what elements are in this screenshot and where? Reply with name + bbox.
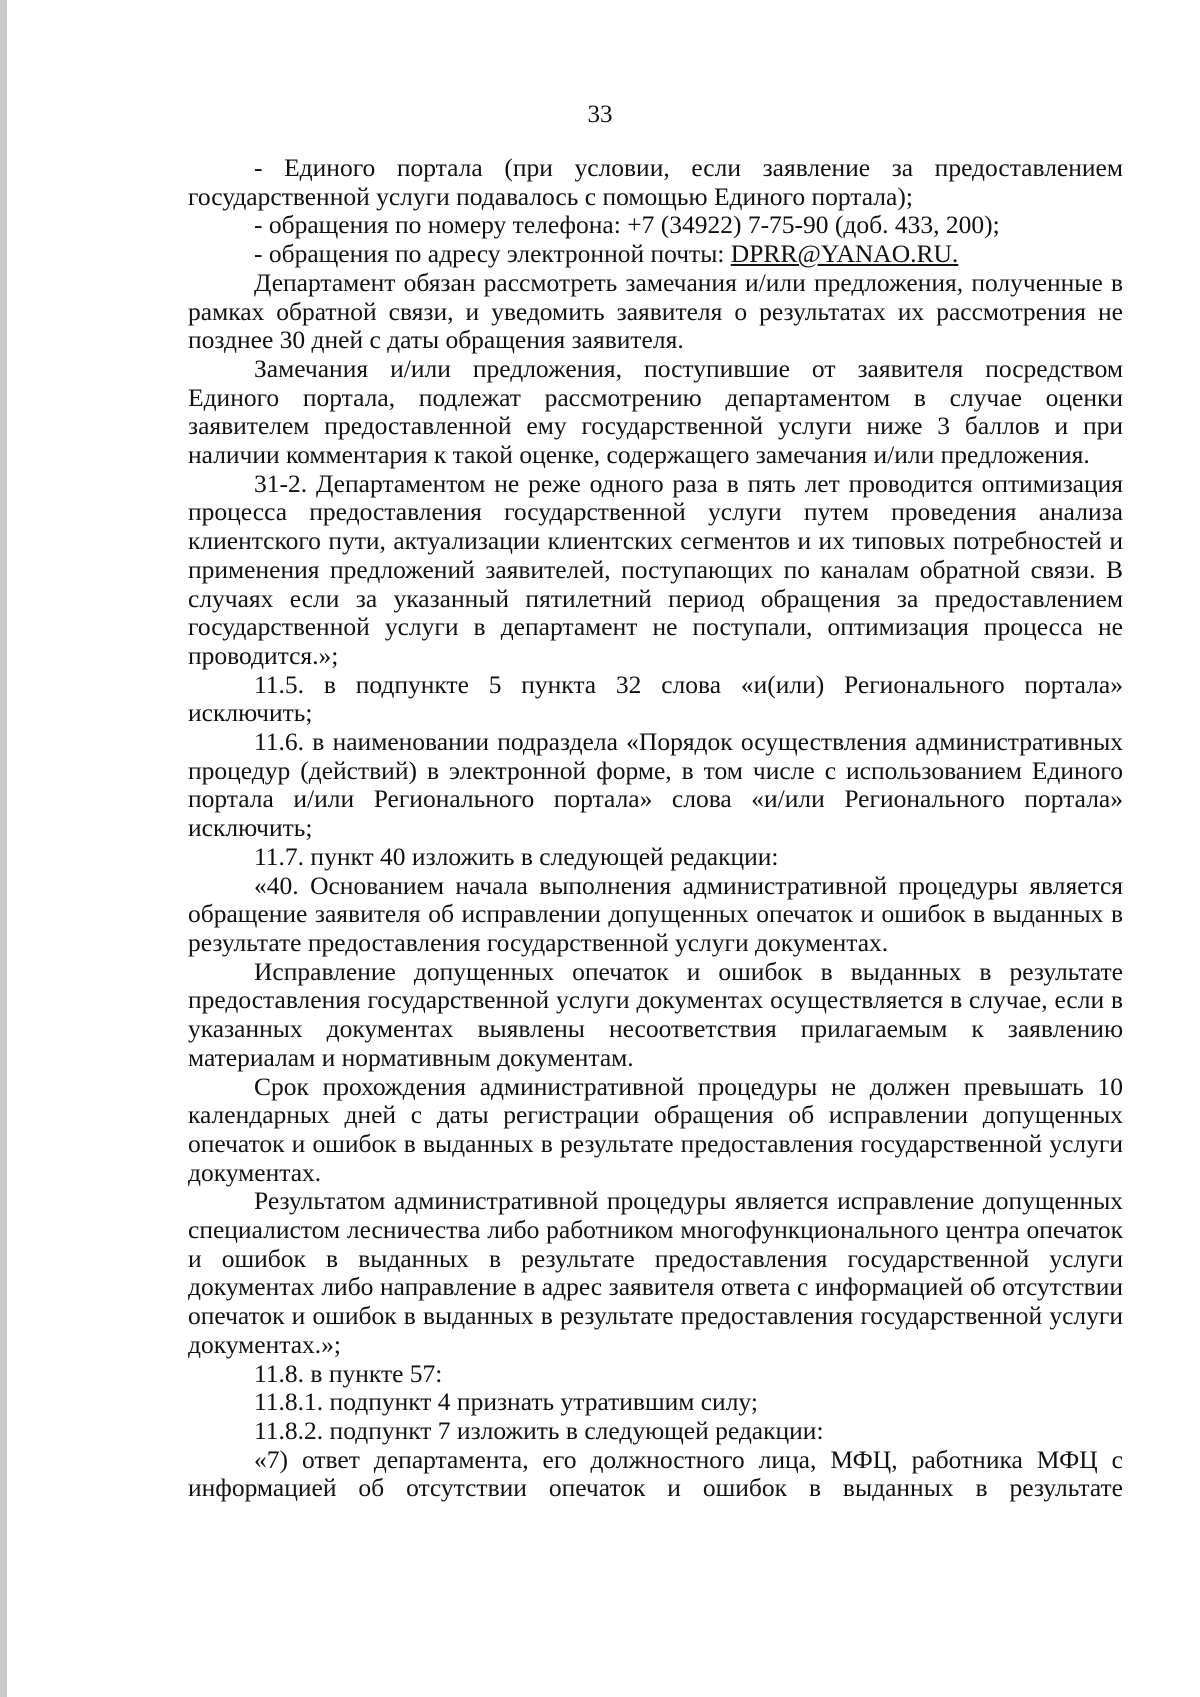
paragraph-7-answer: «7) ответ департамента, его должностного лица, МФЦ, работника МФЦ с информацией об отсутствии опечаток и ошибок в выданных в результате [188,1444,1123,1503]
document-body [188,154,1123,1503]
paragraph-11-7: 11.7. пункт 40 изложить в следующей редакции: [254,841,779,871]
email-address: DPRR@YANAO.RU. [730,239,959,269]
page-number: 33 [587,101,613,128]
paragraph-11-8-2: 11.8.2. подпункт 7 изложить в следующей редакции: [254,1415,824,1445]
paragraph-40: «40. Основанием начала выполнения административной процедуры является обращение заявителя об исправлении допущенных опечаток и ошибок в выданных в результате предоставления государственной услуги документах. [188,870,1123,957]
paragraph-department-obligation: Департамент обязан рассмотреть замечания и/или предложения, полученные в рамках обратной связи, и уведомить заявителя о результатах их рассмотрения не позднее 30 дней с даты обращения заявителя. [188,267,1123,355]
paragraph-11-8-1: 11.8.1. подпункт 4 признать утратившим силу; [254,1387,758,1417]
paragraph-remarks: Замечания и/или предложения, поступившие от заявителя посредством Единого портала, подлежат рассмотрению департаментом в случае оценки заявителем предоставленной ему государственной услуги ниже 3 баллов и при наличии комментария к такой оценке, содержащего замечания и/или предложения. [188,353,1123,470]
paragraph-11-8: 11.8. в пункте 57: [254,1358,443,1388]
paragraph-result: Результатом административной процедуры является исправление допущенных специалистом лесничества либо работником многофункционального центра опечаток и ошибок в выданных в результате предоставления государственной услуги документах либо направление в адрес заявителя ответа с информацией об отсутствии опечаток и ошибок в выданных в результате предоставления государственной услуги документах.»; [188,1186,1123,1359]
paragraph-11-6: 11.6. в наименовании подраздела «Порядок осуществления административных процедур (действий) в электронной форме, в том числе с использованием Единого портала и/или Регионального портала» слова «и/или Регионального портала» исключить; [188,727,1123,843]
paragraph-email [188,240,1123,269]
paragraph-corrections: Исправление допущенных опечаток и ошибок в выданных в результате предоставления государственной услуги документах осуществляется в случае, если в указанных документах выявлены несоответствия прилагаемым к заявлению материалам и нормативным документам. [188,956,1123,1072]
paragraph-31-2: 31-2. Департаментом не реже одного раза в пять лет проводится оптимизация процесса предоставления государственной услуги путем проведения анализа клиентского пути, актуализации клиентских сегментов и их типовых потребностей и применения предложений заявителей, поступающих по каналам обратной связи. В случаях если за указанный пятилетний период обращения за предоставлением государственной услуги в департамент не поступали, оптимизация процесса не проводится.»; [188,468,1123,670]
scan-left-edge [0,0,7,1697]
paragraph-11-5: 11.5. в подпункте 5 пункта 32 слова «и(или) Регионального портала» исключить; [188,669,1123,728]
paragraph-deadline: Срок прохождения административной процедуры не должен превышать 10 календарных дней с даты регистрации обращения об исправлении допущенных опечаток и ошибок в выданных в результате предоставления государственной услуги документах. [188,1071,1123,1187]
paragraph-unified-portal: - Единого портала (при условии, если заявление за предоставлением государственной услуги подавалось с помощью Единого портала); [188,153,1123,211]
email-prefix: - обращения по адресу электронной почты: [254,239,731,269]
paragraph-phone: - обращения по номеру телефона: +7 (34922) 7-75-90 (доб. 433, 200); [254,210,1000,240]
